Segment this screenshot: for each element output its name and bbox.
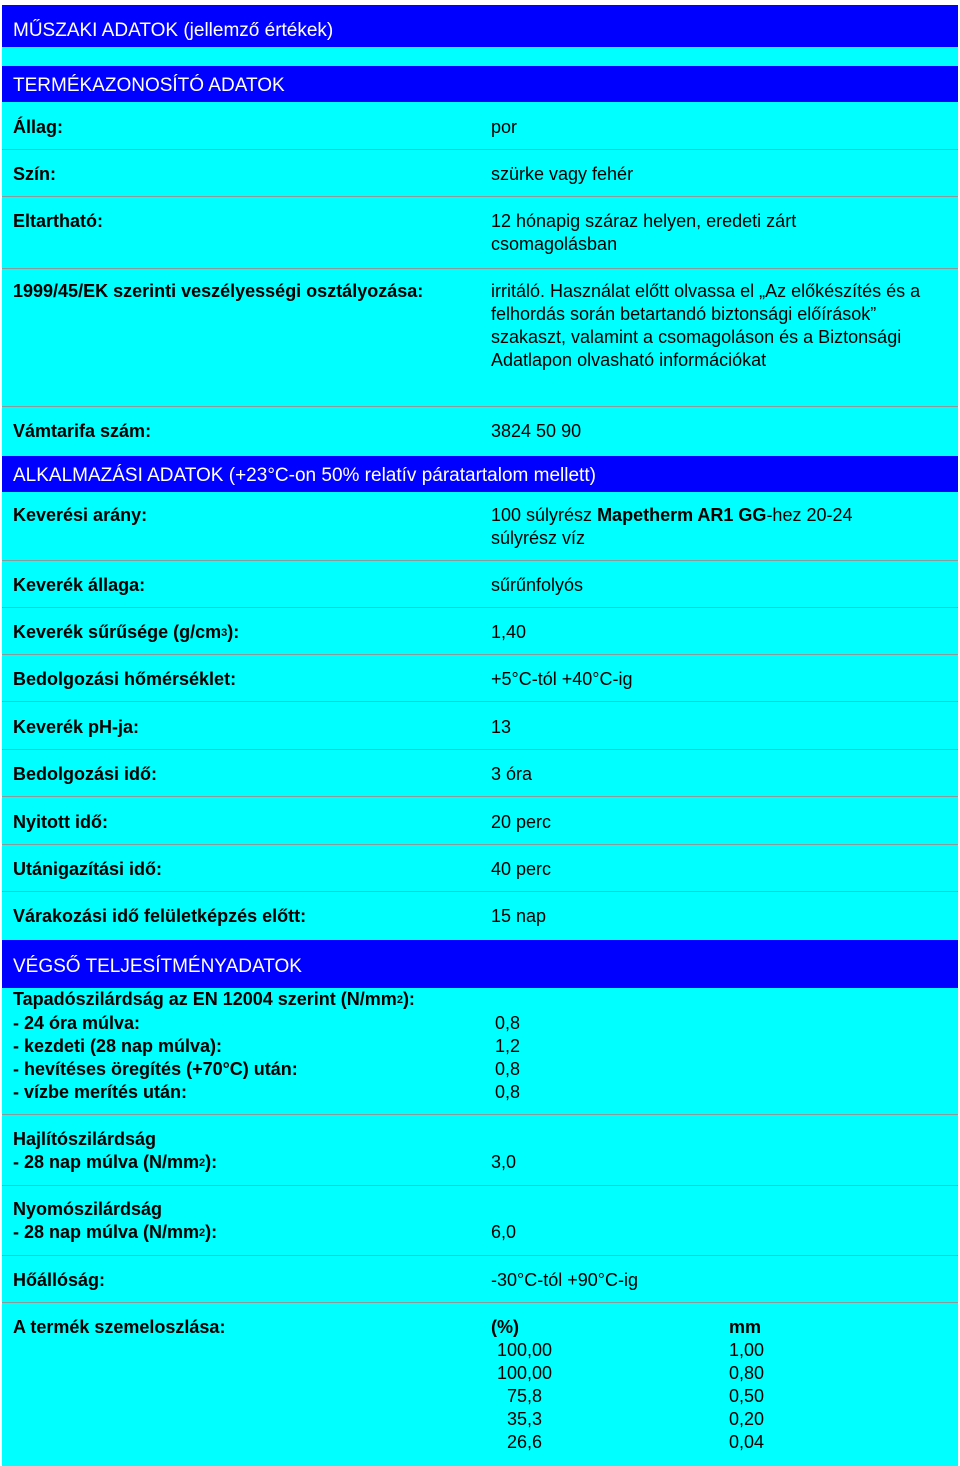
consistency-value: sűrűnfolyós — [491, 575, 584, 595]
grain-mm: 0,50 — [729, 1386, 765, 1406]
product-name: Mapetherm AR1 GG — [597, 505, 767, 525]
grain-percent: 100,00 — [496, 1363, 552, 1383]
adhesion-row-label: - vízbe merítés után: — [13, 1082, 188, 1102]
row-divider — [2, 560, 958, 561]
tariff-label: Vámtarifa szám: — [13, 421, 152, 441]
row-divider — [2, 196, 958, 197]
compressive-label — [13, 1221, 217, 1244]
hazard-value: irritáló. Használat előtt olvassa el „Az előkészítés és a felhordás során betartandó biztonsági előírások” szakaszt, valamint a csomagoláson és a Biztonsági Adatlapon olvasható információkat — [491, 281, 921, 370]
adhesion-row-value: 0,8 — [495, 1082, 521, 1102]
pot-life-label: Bedolgozási idő: — [13, 764, 157, 784]
flexural-label-text: - 28 nap múlva (N/mm — [13, 1152, 200, 1172]
section-header-identification — [2, 66, 958, 102]
grain-percent: 75,8 — [506, 1386, 542, 1406]
adhesion-label-text: Tapadószilárdság az EN 12004 szerint (N/mm — [13, 989, 397, 1009]
row-divider — [2, 607, 958, 608]
consistency-label: Keverék állaga: — [13, 575, 146, 595]
adjust-time-label: Utánigazítási idő: — [13, 859, 163, 879]
section-header-performance — [2, 940, 958, 988]
shelf-life-value: 12 hónapig száraz helyen, eredeti zárt csomagolásban — [491, 211, 797, 254]
compressive-title: Nyomószilárdság — [13, 1199, 163, 1219]
heat-resistance-value: -30°C-tól +90°C-ig — [491, 1270, 638, 1290]
compressive-value: 6,0 — [491, 1222, 517, 1242]
tariff-value: 3824 50 90 — [491, 421, 582, 441]
open-time-value: 20 perc — [491, 812, 552, 832]
row-divider — [2, 654, 958, 655]
adhesion-unit-exponent: 2 — [396, 994, 403, 1006]
ph-label: Keverék pH-ja: — [13, 717, 140, 737]
hazard-label: 1999/45/EK szerinti veszélyességi osztályozása: — [13, 281, 424, 301]
open-time-label: Nyitott idő: — [13, 812, 108, 832]
mix-ratio-label: Keverési arány: — [13, 505, 148, 525]
flexural-unit-exponent: 2 — [199, 1157, 206, 1169]
row-divider — [2, 749, 958, 750]
state-value: por — [491, 117, 518, 137]
compressive-label-text: - 28 nap múlva (N/mm — [13, 1222, 200, 1242]
adhesion-label-end: ): — [402, 989, 415, 1009]
row-divider — [2, 268, 958, 269]
mix-ratio-value — [491, 504, 911, 550]
adhesion-row-value: 0,8 — [495, 1013, 521, 1033]
color-label: Szín: — [13, 164, 56, 184]
adhesion-row-value: 1,2 — [495, 1036, 521, 1056]
row-divider — [2, 149, 958, 150]
shelf-life-label: Eltartható: — [13, 211, 103, 231]
section-title: VÉGSŐ TELJESÍTMÉNYADATOK — [13, 956, 302, 977]
compressive-label-end: ): — [205, 1222, 218, 1242]
density-label — [13, 621, 239, 644]
grain-mm: 0,20 — [729, 1409, 765, 1429]
waiting-time-value: 15 nap — [491, 906, 547, 926]
grain-percent: 35,3 — [506, 1409, 542, 1429]
row-divider — [2, 1302, 958, 1303]
grain-header-mm: mm — [729, 1317, 762, 1337]
grain-header-percent: (%) — [491, 1317, 519, 1337]
mix-ratio-prefix: 100 súlyrész — [491, 505, 598, 525]
density-value: 1,40 — [491, 622, 527, 642]
row-divider — [2, 701, 958, 702]
density-label-text: Keverék sűrűsége (g/cm — [13, 622, 222, 642]
application-temp-label: Bedolgozási hőmérséklet: — [13, 669, 237, 689]
pot-life-value: 3 óra — [491, 764, 533, 784]
flexural-title: Hajlítószilárdság — [13, 1129, 157, 1149]
adhesion-row-label: - hevítéses öregítés (+70°C) után: — [13, 1059, 298, 1079]
compressive-unit-exponent: 2 — [199, 1227, 206, 1239]
mix-ratio-suffix: -hez 20-24 súlyrész víz — [491, 505, 853, 548]
row-divider — [2, 796, 958, 797]
row-divider — [2, 406, 958, 407]
waiting-time-label: Várakozási idő felületképzés előtt: — [13, 906, 307, 926]
row-divider — [2, 1255, 958, 1256]
section-header-application — [2, 456, 958, 492]
grain-mm: 0,04 — [729, 1432, 765, 1452]
grain-distribution-label: A termék szemeloszlása: — [13, 1317, 226, 1337]
color-value: szürke vagy fehér — [491, 164, 634, 184]
adhesion-row-label: - 24 óra múlva: — [13, 1013, 141, 1033]
grain-percent: 100,00 — [496, 1340, 552, 1360]
technical-data-sheet — [2, 5, 958, 1466]
density-label-end: ): — [227, 622, 240, 642]
ph-value: 13 — [491, 717, 512, 737]
adhesion-row-value: 0,8 — [495, 1059, 521, 1079]
row-divider — [2, 1185, 958, 1186]
flexural-label — [13, 1151, 217, 1174]
adhesion-row-label: - kezdeti (28 nap múlva): — [13, 1036, 223, 1056]
page-title: MŰSZAKI ADATOK (jellemző értékek) — [13, 20, 334, 41]
state-label: Állag: — [13, 117, 64, 137]
row-divider — [2, 891, 958, 892]
row-divider — [2, 1114, 958, 1115]
adjust-time-value: 40 perc — [491, 859, 552, 879]
grain-percent: 26,6 — [506, 1432, 542, 1452]
adhesion-label — [13, 988, 415, 1011]
grain-mm: 1,00 — [729, 1340, 765, 1360]
grain-mm: 0,80 — [729, 1363, 765, 1383]
flexural-value: 3,0 — [491, 1152, 517, 1172]
flexural-label-end: ): — [205, 1152, 218, 1172]
section-title: TERMÉKAZONOSÍTÓ ADATOK — [13, 75, 285, 96]
density-unit-exponent: 3 — [221, 627, 228, 639]
section-title: ALKALMAZÁSI ADATOK (+23°C-on 50% relatív páratartalom mellett) — [13, 465, 596, 486]
row-divider — [2, 844, 958, 845]
title-header — [2, 5, 958, 47]
application-temp-value: +5°C-tól +40°C-ig — [491, 669, 633, 689]
heat-resistance-label: Hőállóság: — [13, 1270, 106, 1290]
